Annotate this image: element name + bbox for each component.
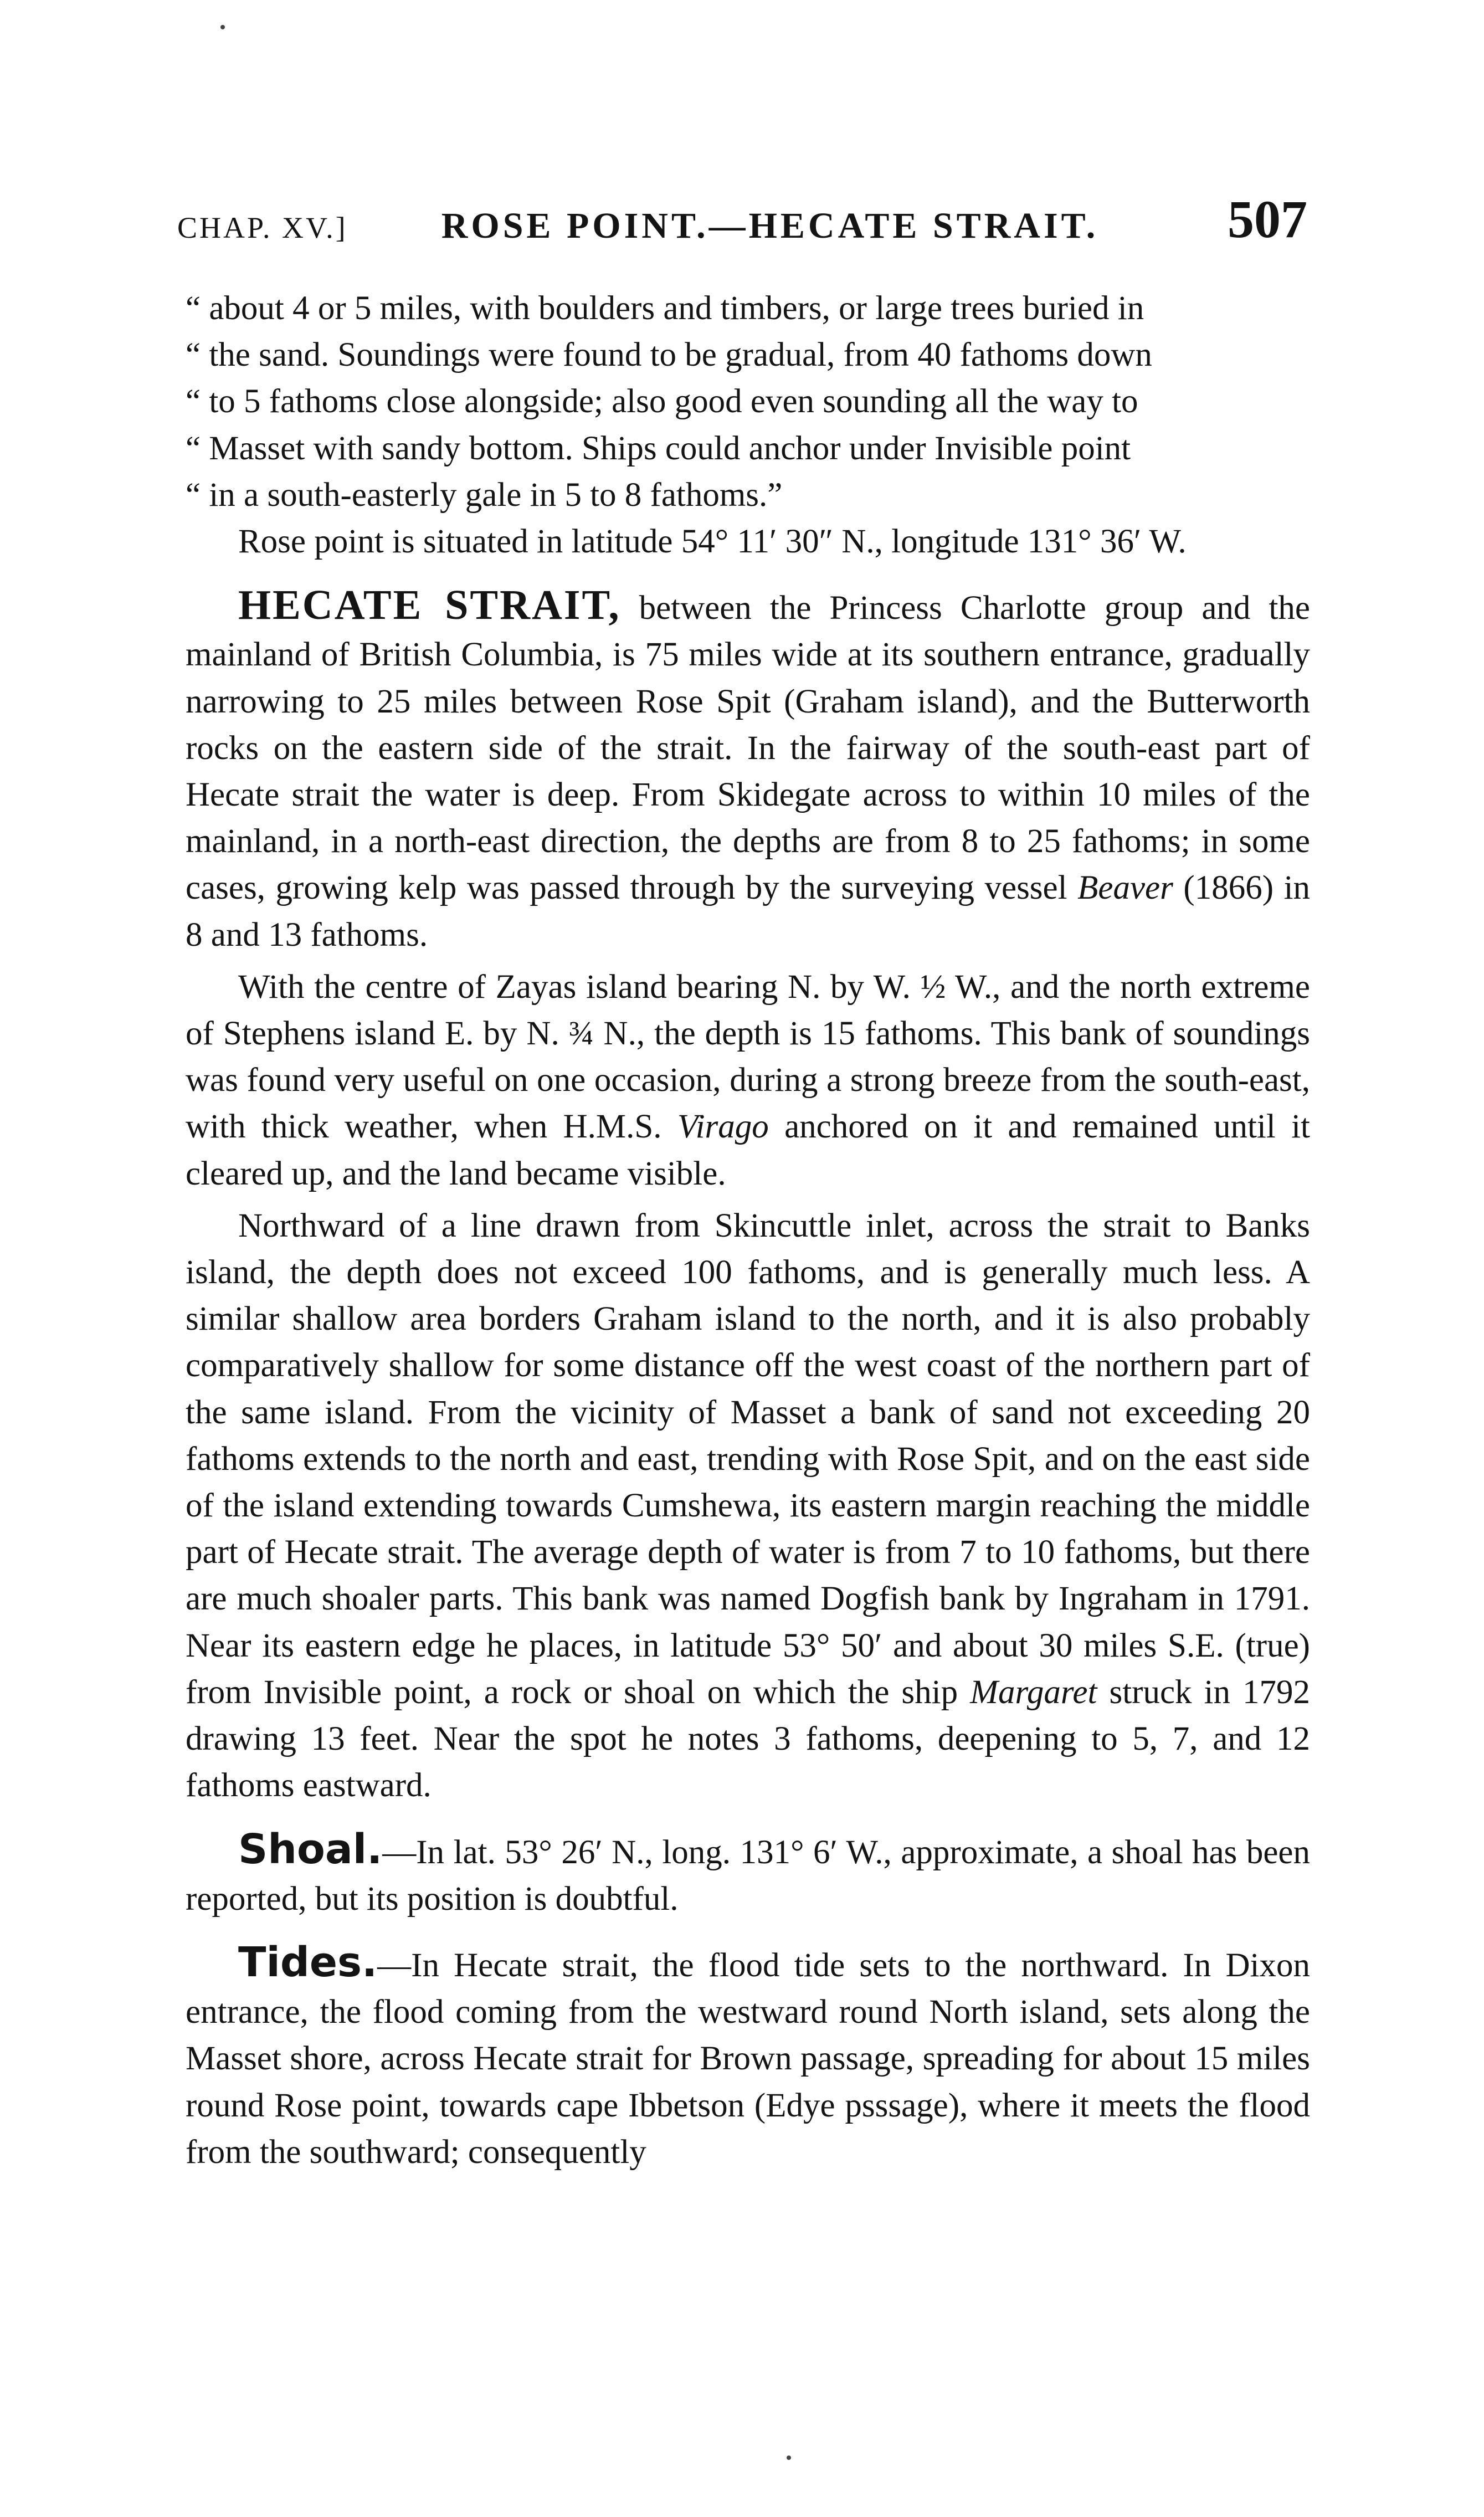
section-heading-shoal: Shoal. bbox=[238, 1825, 383, 1873]
quote-line: “ in a south-easterly gale in 5 to 8 fathoms.” bbox=[186, 476, 783, 514]
quote-line: “ to 5 fathoms close alongside; also good even sounding all the way to bbox=[186, 383, 1138, 421]
quote-line: “ about 4 or 5 miles, with boulders and timbers, or large trees buried in bbox=[186, 290, 1144, 327]
paragraph-text: Northward of a line drawn from Skincuttle inlet, across the strait to Banks island, the depth does not exceed 100 fathoms, and is generally much less. A similar shallow area borders Graham island to the north, and it is also probably comparatively shallow for some distance off the west coast of the northern part of the same island. From the vicinity of Masset a bank of sand not exceeding 20 fathoms extends to the north and east, trending with Rose Spit, and on the east side of the island extending towards Cumshewa, its eastern margin reaching the middle part of Hecate strait. The average depth of water is from 7 to 10 fathoms, but there are much shoaler parts. This bank was named Dogfish bank by Ingraham in 1791. Near its eastern edge he places, in latitude 53° 50′ and about 30 miles S.E. (true) from Invisible point, a rock or shoal on which the ship bbox=[186, 1207, 1310, 1711]
paragraph-text: between the Princess Charlotte group and the mainland of British Columbia, is 75 miles wide at its southern entrance, gradually narrowing to 25 miles between Rose Spit (Graham island), and the Butterworth rocks on the eastern side of the strait. In the fairway of the south-east part of Hecate strait the water is deep. From Skidegate across to within 10 miles of the mainland, in a north-east direction, the depths are from 8 to 25 fathoms; in some cases, growing kelp was passed through by the surveying vessel bbox=[186, 589, 1310, 907]
paragraph-text: struck in 1792 drawing 13 feet. Near the spot he notes 3 fathoms, deepening to 5, 7, and 12 fathoms eastward. bbox=[186, 1673, 1310, 1805]
ship-name: Virago bbox=[677, 1108, 769, 1146]
running-title: ROSE POINT.—HECATE STRAIT. bbox=[441, 206, 1099, 246]
page-body bbox=[186, 285, 1310, 2176]
section-heading-hecate-strait: HECATE STRAIT, bbox=[238, 582, 621, 629]
chapter-label: CHAP. XV.] bbox=[177, 211, 348, 244]
quote-line: “ the sand. Soundings were found to be gradual, from 40 fathoms down bbox=[186, 336, 1152, 374]
paragraph-text: anchored on it and remained until it cleared up, and the land became visible. bbox=[186, 1108, 1311, 1192]
quoted-report bbox=[186, 285, 1310, 519]
page-number: 507 bbox=[1228, 189, 1307, 249]
paragraph-zayas-island bbox=[186, 964, 1310, 1197]
paragraph-hecate-strait bbox=[186, 582, 1310, 958]
ship-name: Beaver bbox=[1077, 869, 1173, 907]
page-header bbox=[177, 188, 1307, 266]
paragraph-text: —In lat. 53° 26′ N., long. 131° 6′ W., approximate, a shoal has been reported, but its position is doubtful. bbox=[186, 1833, 1310, 1918]
paragraph-shoal bbox=[186, 1826, 1310, 1923]
ink-speck bbox=[787, 2456, 791, 2460]
rose-point-position: Rose point is situated in latitude 54° 11′ 30″ N., longitude 131° 36′ W. bbox=[238, 523, 1187, 561]
ship-name: Margaret bbox=[970, 1673, 1097, 1711]
paragraph-text: (1866) in 8 and 13 fathoms. bbox=[186, 869, 1311, 954]
quote-line: “ Masset with sandy bottom. Ships could anchor under Invisible point bbox=[186, 429, 1131, 467]
paragraph-tides bbox=[186, 1939, 1310, 2176]
paragraph-text: With the centre of Zayas island bearing N. by W. ½ W., and the north extreme of Stephens island E. by N. ¾ N., the depth is 15 fathoms. This bank of soundings was found very useful on one occasion, during a strong breeze from the south-east, with thick weather, when H.M.S. bbox=[186, 968, 1310, 1146]
paragraph-northward bbox=[186, 1203, 1310, 1809]
paragraph-text: —In Hecate strait, the flood tide sets to the northward. In Dixon entrance, the flood coming from the westward round North island, sets along the Masset shore, across Hecate strait for Brown passage, spreading for about 15 miles round Rose point, towards cape Ibbetson (Edye psssage), where it meets the flood from the southward; consequently bbox=[186, 1946, 1310, 2171]
ink-speck bbox=[220, 25, 225, 29]
section-heading-tides: Tides. bbox=[238, 1938, 378, 1986]
